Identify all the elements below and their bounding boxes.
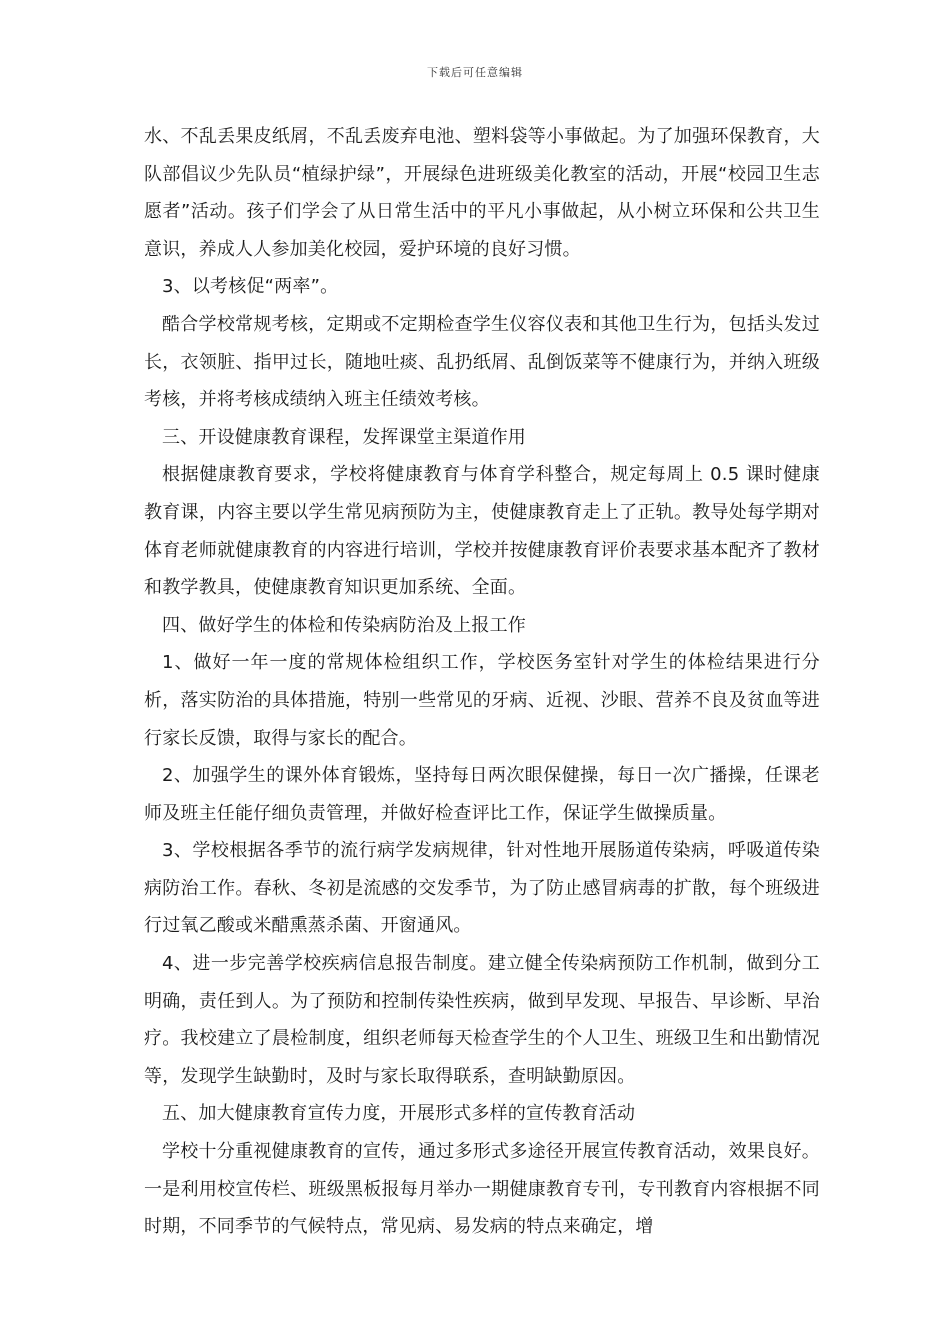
paragraph-publicity: 学校十分重视健康教育的宣传，通过多形式多途径开展宣传教育活动，效果良好。 一是利用校宣传栏、班级黑板报每月举办一期健康教育专刊，专刊教育内容根据不同时期，不同季节的气候特点，常见病、易发病的特点来确定，增 [144, 1141, 820, 1238]
section-heading-5: 五、加大健康教育宣传力度，开展形式多样的宣传教育活动 [162, 1103, 636, 1125]
section-heading-4: 四、做好学生的体检和传染病防治及上报工作 [162, 614, 526, 636]
paragraph-continuation: 水、不乱丢果皮纸屑，不乱丢废弃电池、塑料袋等小事做起。为了加强环保教育，大队部倡议少先队员“植绿护绿”，开展绿色进班级美化教室的活动，开展“校园卫生志愿者”活动。孩子们学会了从日常生活中的平凡小事做起，从小树立环保和公共卫生意识，养成人人参加美化校园，爱护环境的良好习惯。 [144, 126, 820, 260]
page-header: 下载后可任意编辑 [427, 66, 523, 79]
paragraph-item-4: 4、进一步完善学校疾病信息报告制度。建立健全传染病预防工作机制，做到分工明确，责任到人。为了预防和控制传染性疾病，做到早发现、早报告、早诊断、早治疗。我校建立了晨检制度，组织老师每天检查学生的个人卫生、班级卫生和出勤情况等，发现学生缺勤时，及时与家长取得联系，查明缺勤原因。 [144, 953, 820, 1087]
document-body [144, 118, 820, 1246]
paragraph-curriculum: 根据健康教育要求，学校将健康教育与体育学科整合，规定每周上 0.5 课时健康教育课，内容主要以学生常见病预防为主，使健康教育走上了正轨。教导处每学期对体育老师就健康教育的内容进行培训，学校并按健康教育评价表要求基本配齐了教材和教学教具，使健康教育知识更加系统、全面。 [144, 464, 820, 599]
paragraph-item-1: 1、做好一年一度的常规体检组织工作，学校医务室针对学生的体检结果进行分析，落实防治的具体措施，特别一些常见的牙病、近视、沙眼、营养不良及贫血等进行家长反馈，取得与家长的配合。 [144, 652, 820, 749]
subheading-assessment: 3、以考核促“两率”。 [162, 276, 339, 298]
paragraph-item-3: 3、学校根据各季节的流行病学发病规律，针对性地开展肠道传染病，呼吸道传染病防治工作。春秋、冬初是流感的交发季节，为了防止感冒病毒的扩散，每个班级进行过氧乙酸或米醋熏蒸杀菌、开窗通风。 [144, 840, 820, 937]
paragraph-assessment: 酷合学校常规考核，定期或不定期检查学生仪容仪表和其他卫生行为，包括头发过长，衣领脏、指甲过长，随地吐痰、乱扔纸屑、乱倒饭菜等不健康行为，并纳入班级考核，并将考核成绩纳入班主任绩效考核。 [144, 313, 820, 411]
section-heading-3: 三、开设健康教育课程，发挥课堂主渠道作用 [162, 426, 526, 448]
paragraph-item-2: 2、加强学生的课外体育锻炼，坚持每日两次眼保健操，每日一次广播操，任课老师及班主任能仔细负责管理，并做好检查评比工作，保证学生做操质量。 [144, 765, 820, 824]
